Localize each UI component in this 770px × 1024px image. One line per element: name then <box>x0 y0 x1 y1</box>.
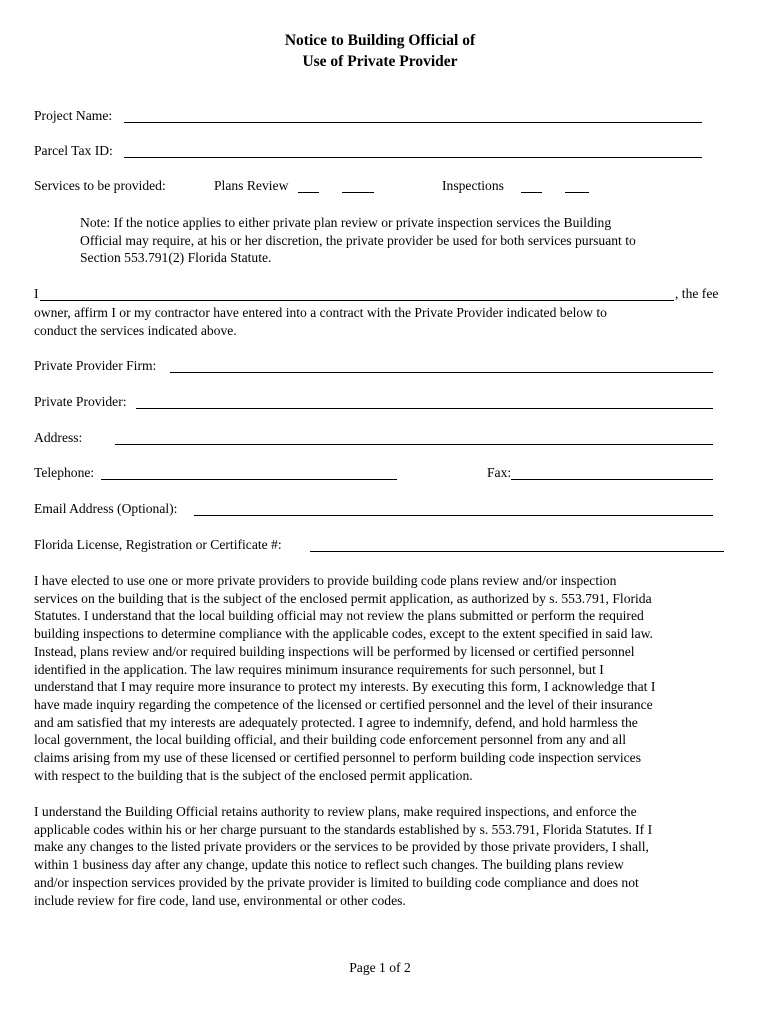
private-provider-label: Private Provider: <box>34 394 127 409</box>
address-field[interactable] <box>115 444 713 445</box>
inspections-label: Inspections <box>442 178 504 193</box>
license-field[interactable] <box>310 551 724 552</box>
email-label: Email Address (Optional): <box>34 501 178 516</box>
inspections-field-2[interactable] <box>565 192 589 193</box>
note-line: Note: If the notice applies to either private plan review or private inspection services the Building <box>80 215 612 230</box>
authority-paragraph <box>34 803 730 909</box>
affirm-paragraph <box>34 304 730 339</box>
project-name-field[interactable] <box>124 122 702 123</box>
paragraph-line: claims arising from my use of these licensed or certified personnel to perform building code inspection services <box>34 750 642 766</box>
license-label: Florida License, Registration or Certificate #: <box>34 537 282 552</box>
note-paragraph <box>80 214 730 267</box>
paragraph-line: have made inquiry regarding the competence of the licensed or certified personnel and the level of their insurance <box>34 696 653 712</box>
paragraph-line: understand that I may require more insurance to protect my interests. By executing this form, I acknowledge that I <box>34 679 656 695</box>
private-provider-firm-label: Private Provider Firm: <box>34 358 157 373</box>
fax-field[interactable] <box>511 479 713 480</box>
paragraph-line: and am satisfied that my interests are adequately protected. I agree to indemnify, defend, and hold harmless the <box>34 714 638 730</box>
telephone-label: Telephone: <box>34 465 95 480</box>
paragraph-line: Statutes. I understand that the local building official may not review the plans submitted or perform the required <box>34 608 644 624</box>
acknowledgement-paragraph <box>34 572 730 784</box>
paragraph-line: with respect to the building that is the subject of the enclosed permit application. <box>34 767 473 783</box>
telephone-field[interactable] <box>101 479 397 480</box>
parcel-tax-id-field[interactable] <box>124 157 702 158</box>
affirm-prefix: I <box>34 286 39 301</box>
page-number: Page 1 of 2 <box>349 960 411 975</box>
owner-name-field[interactable] <box>40 300 674 301</box>
paragraph-line: and/or inspection services provided by the private provider is limited to building code compliance and does not <box>34 874 639 890</box>
paragraph-line: include review for fire code, land use, environmental or other codes. <box>34 892 406 908</box>
paragraph-line: within 1 business day after any change, update this notice to reflect such changes. The building plans review <box>34 857 624 873</box>
affirm-line: conduct the services indicated above. <box>34 322 237 338</box>
paragraph-line: building inspections to determine compliance with the applicable codes, except to the extent specified in said law. <box>34 626 653 642</box>
project-name-label: Project Name: <box>34 108 113 123</box>
document-title-line-1: Notice to Building Official of <box>284 32 476 49</box>
paragraph-line: Instead, plans review and/or required building inspections will be performed by licensed or certified personnel <box>34 643 635 659</box>
plans-review-label: Plans Review <box>214 178 289 193</box>
note-line: Official may require, at his or her discretion, the private provider be used for both services pursuant to <box>80 232 636 248</box>
affirm-suffix: , the fee <box>675 286 719 301</box>
services-label: Services to be provided: <box>34 178 166 193</box>
paragraph-line: I have elected to use one or more private providers to provide building code plans review and/or inspection <box>34 573 617 588</box>
plans-review-field-1[interactable] <box>298 192 319 193</box>
address-label: Address: <box>34 430 83 445</box>
parcel-tax-id-label: Parcel Tax ID: <box>34 143 113 158</box>
paragraph-line: make any changes to the listed private providers or the services to be provided by those private providers, I shall, <box>34 839 649 855</box>
paragraph-line: applicable codes within his or her charge pursuant to the standards established by s. 553.791, Florida Statutes. If I <box>34 821 653 837</box>
paragraph-line: local government, the local building official, and their building code enforcement personnel from any and all <box>34 732 627 748</box>
plans-review-field-2[interactable] <box>342 192 374 193</box>
document-title-line-2: Use of Private Provider <box>302 53 458 70</box>
email-field[interactable] <box>194 515 713 516</box>
affirm-line: owner, affirm I or my contractor have entered into a contract with the Private Provider indicated below to <box>34 305 607 320</box>
fax-label: Fax: <box>487 465 512 480</box>
private-provider-field[interactable] <box>136 408 713 409</box>
paragraph-line: identified in the application. The law requires minimum insurance requirements for such personnel, but I <box>34 661 604 677</box>
private-provider-firm-field[interactable] <box>170 372 713 373</box>
note-line: Section 553.791(2) Florida Statute. <box>80 250 272 266</box>
inspections-field-1[interactable] <box>521 192 542 193</box>
paragraph-line: I understand the Building Official retains authority to review plans, make required inspections, and enforce the <box>34 804 637 819</box>
paragraph-line: services on the building that is the subject of the enclosed permit application, as authorized by s. 553.791, Florida <box>34 590 652 606</box>
